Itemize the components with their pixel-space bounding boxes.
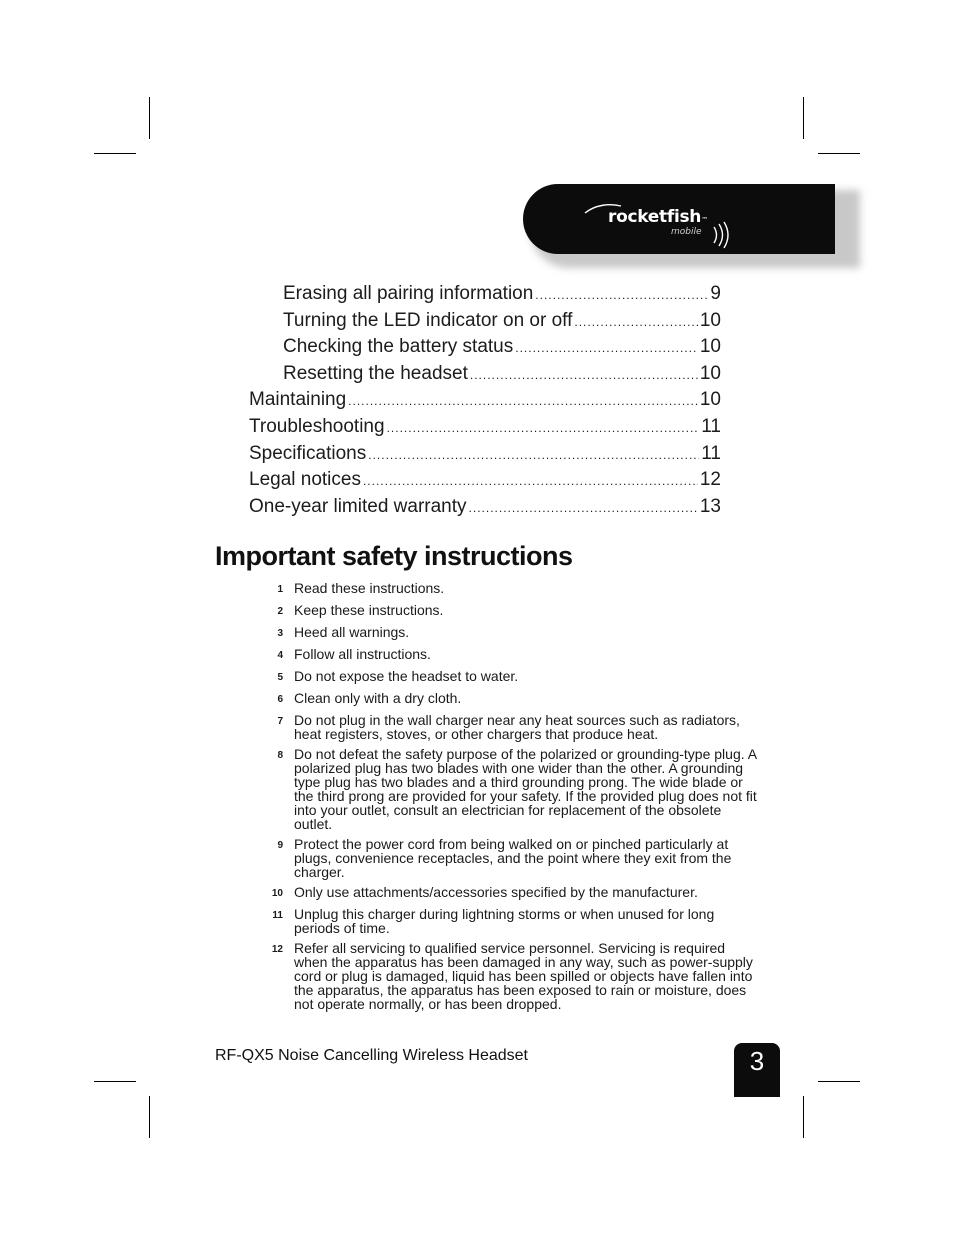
list-item-number: 2	[277, 606, 283, 617]
list-item-number: 11	[272, 910, 283, 921]
list-item	[262, 837, 762, 879]
toc-leader-dots	[574, 315, 697, 329]
toc-leader-dots	[348, 394, 698, 408]
list-item	[262, 647, 762, 663]
list-item	[262, 581, 762, 597]
toc-entry[interactable]	[249, 283, 721, 310]
crop-mark	[94, 153, 136, 154]
toc-leader-dots	[470, 368, 698, 382]
list-item-number: 1	[277, 584, 283, 595]
list-item-text: Protect the power cord from being walked on or pinched particularly at plugs, convenience receptacles, and the point where they exit from the charger.	[294, 836, 732, 880]
footer-product-name: RF-QX5 Noise Cancelling Wireless Headset	[215, 1047, 528, 1064]
toc-entry-label: Turning the LED indicator on or off	[283, 309, 573, 331]
list-item-number: 10	[271, 888, 283, 899]
list-item	[262, 907, 762, 935]
list-item	[262, 603, 762, 619]
list-item-text: Do not plug in the wall charger near any heat sources such as radiators, heat registers, stoves, or other chargers that produce heat.	[294, 712, 740, 742]
list-item-text: Only use attachments/accessories specified by the manufacturer.	[294, 884, 698, 900]
toc-entry-label: Resetting the headset	[283, 362, 468, 384]
list-item-number: 8	[277, 750, 283, 761]
toc-entry-label: Erasing all pairing information	[283, 283, 534, 304]
logo-wordmark: rocketfish™	[608, 207, 708, 227]
crop-mark	[149, 1096, 150, 1138]
crop-mark	[803, 97, 804, 139]
list-item	[262, 713, 762, 741]
crop-mark	[149, 97, 150, 139]
toc-entry[interactable]	[249, 389, 721, 416]
toc-leader-dots	[387, 421, 700, 435]
list-item	[262, 747, 762, 831]
crop-mark	[803, 1096, 804, 1138]
toc-entry[interactable]	[249, 310, 721, 337]
toc-entry-page: 9	[710, 283, 721, 304]
list-item	[262, 941, 762, 1011]
list-item	[262, 625, 762, 641]
list-item-text: Heed all warnings.	[294, 624, 410, 640]
list-item-text: Clean only with a dry cloth.	[294, 690, 462, 706]
list-item	[262, 691, 762, 707]
crop-mark	[818, 1081, 860, 1082]
toc-entry[interactable]	[249, 363, 721, 390]
toc-entry[interactable]	[249, 416, 721, 443]
safety-instructions-list	[262, 581, 762, 1017]
crop-mark	[818, 153, 860, 154]
list-item-number: 5	[277, 672, 283, 683]
toc-entry-label: Troubleshooting	[249, 415, 385, 437]
list-item-number: 12	[271, 944, 283, 955]
toc-entry-label: Legal notices	[249, 469, 361, 491]
list-item-number: 9	[277, 840, 283, 851]
toc-entry[interactable]	[249, 496, 721, 523]
toc-leader-dots	[515, 341, 698, 355]
toc-entry-page: 10	[699, 336, 721, 358]
crop-mark	[94, 1081, 136, 1082]
list-item-text: Read these instructions.	[294, 580, 445, 596]
toc-entry-page: 11	[701, 415, 721, 437]
toc-entry-page: 10	[699, 362, 721, 384]
toc-leader-dots	[368, 448, 699, 462]
toc-entry-label: Specifications	[249, 442, 367, 464]
toc-entry-label: Maintaining	[249, 389, 347, 411]
toc-entry[interactable]	[249, 443, 721, 470]
table-of-contents	[249, 283, 721, 522]
signal-waves-icon	[711, 221, 731, 249]
brand-logo	[523, 184, 835, 254]
list-item-number: 3	[277, 628, 283, 639]
logo-subtitle: mobile	[671, 227, 702, 237]
list-item-text: Do not expose the headset to water.	[294, 668, 519, 684]
list-item-number: 7	[277, 716, 283, 727]
toc-entry-label: Checking the battery status	[283, 336, 514, 358]
toc-entry-page: 13	[699, 495, 721, 517]
toc-entry[interactable]	[249, 469, 721, 496]
toc-entry-label: One-year limited warranty	[249, 495, 467, 517]
page-number: 3	[734, 1043, 780, 1097]
toc-entry[interactable]	[249, 336, 721, 363]
list-item	[262, 885, 762, 901]
list-item-text: Unplug this charger during lightning storms or when unused for long periods of time.	[294, 906, 715, 936]
toc-leader-dots	[363, 474, 698, 488]
list-item-text: Do not defeat the safety purpose of the polarized or grounding-type plug. A polarized plug has two blades with one wider than the other. A grounding type plug has two blades and a third grounding prong. The wide blade or the third prong are provided for your safety. If the provided plug does not fit into your outlet, consult an electrician for replacement of the obsolete outlet.	[294, 746, 757, 832]
toc-entry-page: 10	[699, 309, 721, 331]
toc-leader-dots	[469, 501, 698, 515]
list-item	[262, 669, 762, 685]
toc-entry-page: 12	[699, 469, 721, 491]
toc-leader-dots	[535, 288, 708, 302]
toc-entry-page: 10	[699, 389, 721, 411]
section-title: Important safety instructions	[215, 541, 573, 571]
list-item-text: Follow all instructions.	[294, 646, 431, 662]
list-item-number: 6	[277, 694, 283, 705]
list-item-text: Keep these instructions.	[294, 602, 444, 618]
toc-entry-page: 11	[701, 442, 721, 464]
list-item-text: Refer all servicing to qualified service personnel. Servicing is required when the apparatus has been damaged in any way, such as power-supply cord or plug is damaged, liquid has been spilled or objects have fallen into the apparatus, the apparatus has been exposed to rain or moisture, does not operate normally, or has been dropped.	[294, 940, 753, 1012]
list-item-number: 4	[277, 650, 283, 661]
